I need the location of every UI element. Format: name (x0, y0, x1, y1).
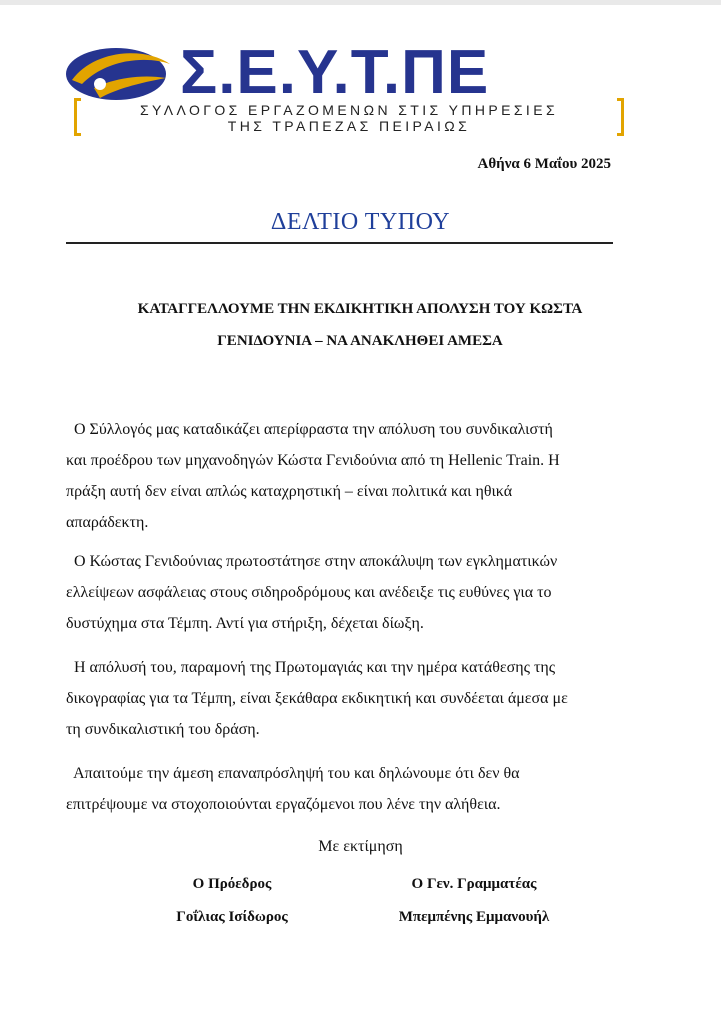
paragraph-2 (66, 546, 612, 639)
paragraph-line: Η απόλυσή του, παραμονή της Πρωτομαγιάς και την ημέρα κατάθεσης της (66, 659, 556, 676)
headline-line1: ΚΑΤΑΓΓΕΛΛΟΥΜΕ ΤΗΝ ΕΚΔΙΚΗΤΙΚΗ ΑΠΟΛΥΣΗ ΤΟΥ ΚΩΣΤΑ (137, 301, 583, 317)
bracket-left-decoration (74, 98, 81, 136)
organization-logo-icon (64, 44, 176, 106)
paragraph-3 (66, 652, 612, 745)
closing-salutation: Με εκτίμηση (318, 838, 403, 855)
organization-name-line2: ΤΗΣ ΤΡΑΠΕΖΑΣ ΠΕΙΡΑΙΩΣ (227, 118, 471, 134)
president-role: Ο Πρόεδρος (192, 876, 272, 892)
paragraph-line: τη συνδικαλιστική του δράση. (66, 721, 260, 738)
headline-line2: ΓΕΝΙΔΟΥΝΙΑ – ΝΑ ΑΝΑΚΛΗΘΕΙ ΑΜΕΣΑ (217, 333, 503, 349)
headline (60, 293, 660, 357)
title-underline-divider (66, 242, 613, 244)
paragraph-line: απαράδεκτη. (66, 514, 149, 531)
paragraph-1 (66, 414, 612, 538)
general-secretary-name: Μπεμπένης Εμμανουήλ (398, 909, 550, 925)
paragraph-line: δικογραφίας για τα Τέμπη, είναι ξεκάθαρα εκδικητική και συνδέεται άμεσα με (66, 690, 568, 707)
paragraph-line: πράξη αυτή δεν είναι απλώς καταχρηστική – είναι πολιτικά και ηθικά (66, 483, 513, 500)
organization-name-line1: ΣΥΛΛΟΓΟΣ ΕΡΓΑΖΟΜΕΝΩΝ ΣΤΙΣ ΥΠΗΡΕΣΙΕΣ (139, 102, 558, 118)
paragraph-line: ελλείψεων ασφάλειας στους σιδηροδρόμους και ανέδειξε τις ευθύνες για το (66, 584, 552, 601)
general-secretary-role: Ο Γεν. Γραμματέας (411, 876, 537, 892)
paragraph-4 (66, 758, 612, 820)
bracket-right-decoration (617, 98, 624, 136)
paragraph-line: και προέδρου των μηχανοδηγών Κώστα Γενιδούνια από τη Hellenic Train. Η (66, 452, 560, 469)
document-date: Αθήνα 6 Μαΐου 2025 (477, 156, 611, 172)
logo-wordmark: Σ.Ε.Υ.Τ.ΠΕ (180, 38, 490, 107)
paragraph-line: Ο Κώστας Γενιδούνιας πρωτοστάτησε στην αποκάλυψη των εγκληματικών (66, 553, 558, 570)
paragraph-line: επιτρέψουμε να στοχοποιούνται εργαζόμενοι που λένε την αλήθεια. (66, 796, 501, 813)
paragraph-line: δυστύχημα στα Τέμπη. Αντί για στήριξη, δέχεται δίωξη. (66, 615, 424, 632)
president-name: Γοΐλιας Ισίδωρος (176, 909, 288, 925)
paragraph-line: Ο Σύλλογός μας καταδικάζει απερίφραστα την απόλυση του συνδικαλιστή (66, 421, 553, 438)
paragraph-line: Απαιτούμε την άμεση επαναπρόσληψή του και δηλώνουμε ότι δεν θα (66, 765, 520, 782)
organization-name-frame (74, 98, 624, 138)
top-edge-bar (0, 0, 721, 5)
document-title: ΔΕΛΤΙΟ ΤΥΠΟΥ (270, 209, 451, 235)
